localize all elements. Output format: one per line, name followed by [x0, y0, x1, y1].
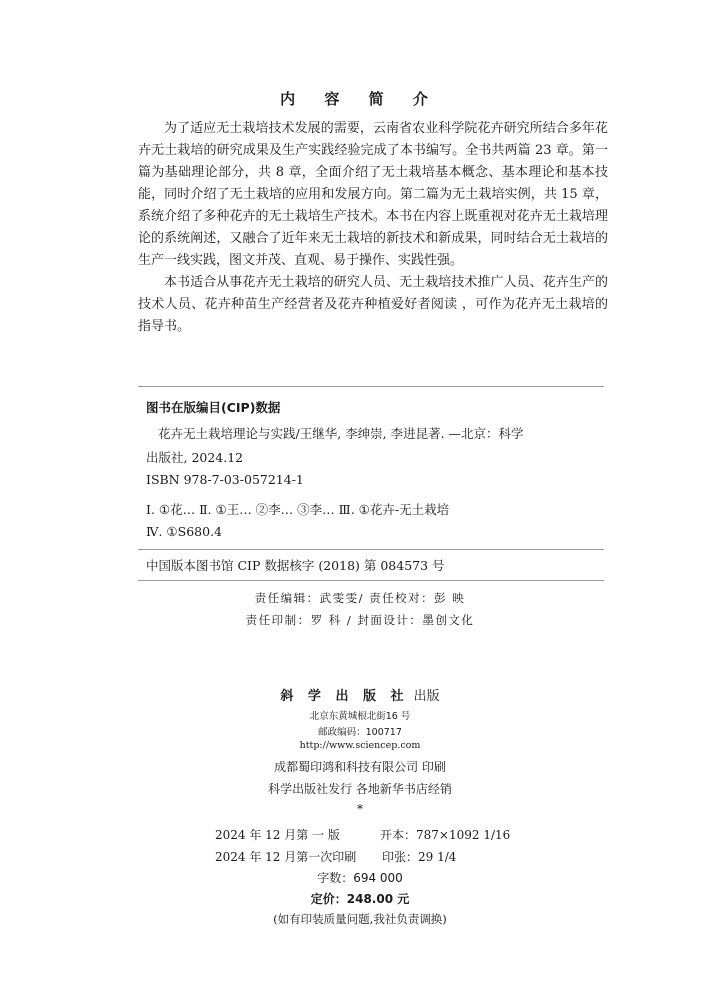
distribution-line: 科学出版社发行 各地新华书店经销: [268, 782, 452, 796]
page-title: 内 容 简 介: [280, 90, 440, 108]
edition-line: 2024 年 12 月第 一 版: [215, 828, 340, 842]
cip-heading: 图书在版编目(CIP)数据: [146, 400, 281, 415]
publisher-suffix: 出版: [413, 689, 440, 704]
publisher-name: 斜 学 出 版 社: [280, 689, 409, 704]
cip-classification-line-1: Ⅰ. ①花… Ⅱ. ①王… ②李… ③李… Ⅲ. ①花卉-无土栽培: [146, 502, 450, 517]
cip-number: 中国版本图书馆 CIP 数据核字 (2018) 第 084573 号: [146, 558, 445, 573]
price: 定价：248.00 元: [310, 892, 410, 906]
summary-text: [138, 118, 608, 338]
publisher-url: http://www.sciencep.com: [299, 740, 421, 751]
cip-entry-line-2: 出版社, 2024.12: [146, 450, 244, 465]
quality-notice: (如有印装质量问题,我社负责调换): [273, 912, 447, 926]
cip-mid-divider: [138, 549, 604, 550]
separator-asterisk: *: [357, 802, 363, 816]
sheets-line: 印张：29 1/4: [382, 850, 457, 864]
summary-paragraph-1: 为了适应无土栽培技术发展的需要，云南省农业科学院花卉研究所结合多年花卉无土栽培的研究成果及生产实践经验完成了本书编写。全书共两篇 23 章。第一篇为基础理论部分，共 8 章，全面介绍了无土栽培基本概念、基本理论和基本技能，同时介绍了无土栽培的应用和发展方向。第二篇为无土栽培实例，共 15 章，系统介绍了多种花卉的无土栽培生产技术。本书在内容上既重视对花卉无土栽培理论的系统阐述，又融合了近年来无土栽培的新技术和新成果，同时结合无土栽培的生产一线实践，图文并茂、直观、易于操作、实践性强。: [138, 121, 608, 268]
cip-bottom-divider: [138, 580, 604, 581]
printing-line: 2024 年 12 月第一次印刷: [215, 850, 357, 864]
credits-line-2: 责任印制：罗 科 / 封面设计：墨创文化: [245, 613, 475, 627]
word-count: 字数：694 000: [317, 871, 403, 885]
publisher-address: 北京东黄城根北街16 号: [309, 711, 411, 722]
credits-line-1: 责任编辑：武雯雯/ 责任校对：彭 映: [254, 591, 466, 605]
publisher-postcode: 邮政编码：100717: [318, 727, 402, 738]
cip-entry-line-1: 花卉无土栽培理论与实践/王继华, 李绅崇, 李进昆著. —北京：科学: [158, 426, 524, 441]
publisher-logo: [0, 685, 720, 704]
summary-paragraph-2: 本书适合从事花卉无土栽培的研究人员、无土栽培技术推广人员、花卉生产的技术人员、花卉种苗生产经营者及花卉种植爱好者阅读 ，可作为花卉无土栽培的指导书。: [138, 275, 608, 334]
printer-line: 成都蜀印鸿和科技有限公司 印刷: [274, 760, 446, 774]
format-line: 开本：787×1092 1/16: [380, 828, 511, 842]
cip-top-divider: [138, 386, 604, 387]
cip-classification-line-2: Ⅳ. ①S680.4: [146, 524, 222, 539]
cip-isbn: ISBN 978-7-03-057214-1: [146, 472, 304, 487]
